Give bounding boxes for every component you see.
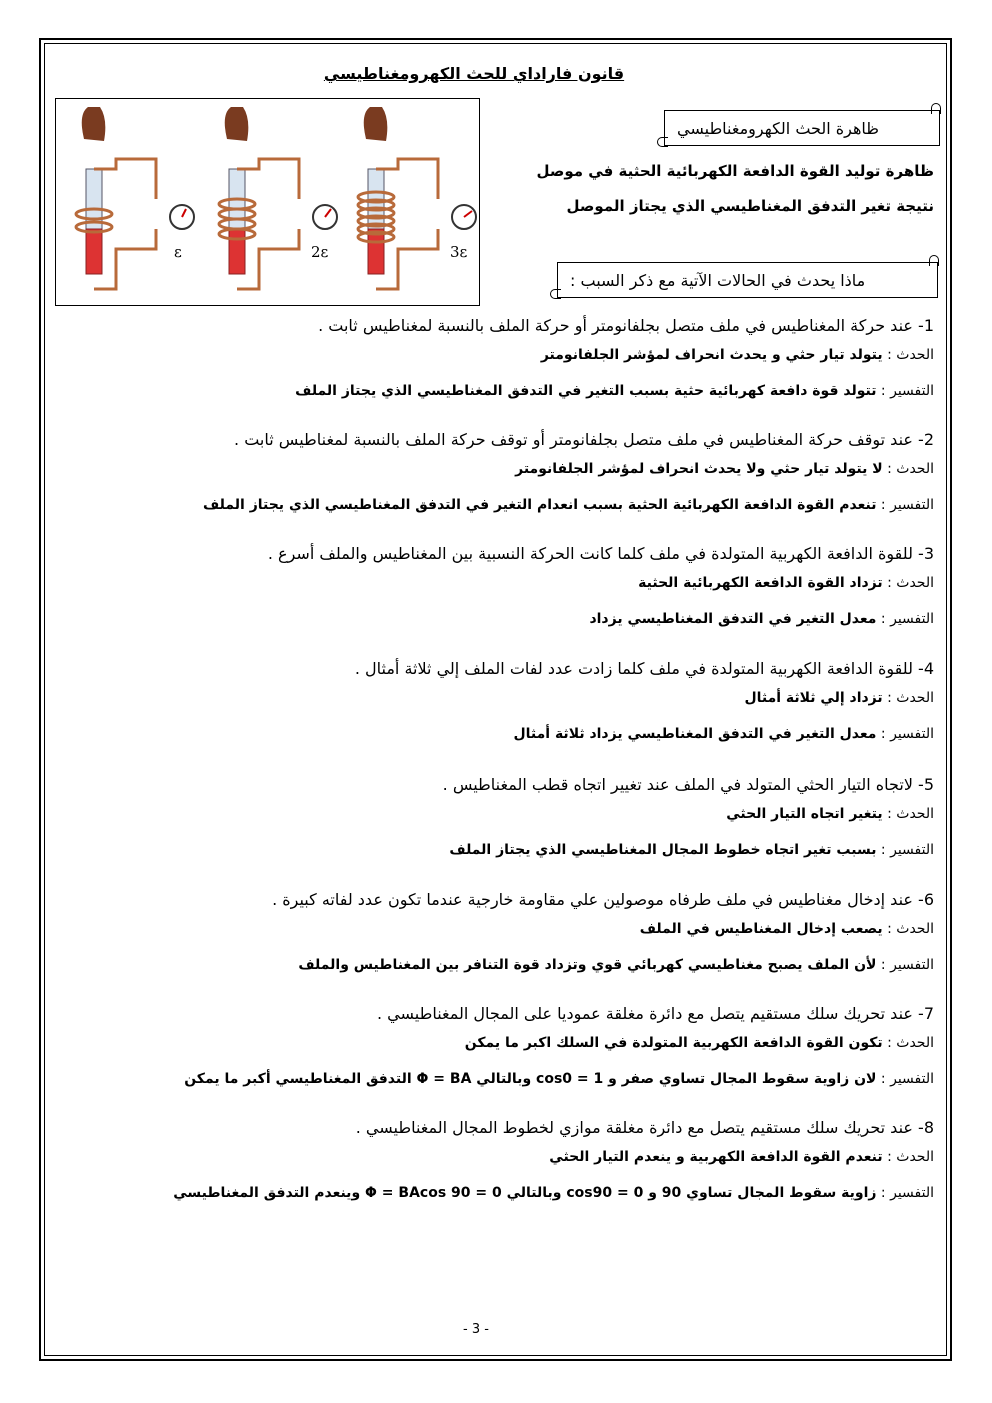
item-event	[54, 1149, 934, 1165]
event-label: الحدث :	[887, 461, 934, 477]
explanation-text: لان زاوية سقوط المجال تساوي صفر و cos0 = 1 وبالتالي Φ = BA التدفق المغناطيسي أكبر ما يمكن	[184, 1071, 877, 1087]
panel-single-coil	[76, 107, 194, 289]
event-label: الحدث :	[887, 1035, 934, 1051]
item-explanation	[54, 957, 934, 973]
event-text: تكون القوة الدافعة الكهربية المتولدة في السلك اكبر ما يمكن	[464, 1035, 883, 1051]
item-event	[54, 575, 934, 591]
magnet-bottom	[368, 229, 384, 274]
magnet-bottom	[229, 229, 245, 274]
panel-triple-coil	[358, 107, 476, 289]
event-label: الحدث :	[887, 1149, 934, 1165]
event-text: يتولد تيار حثي و يحدث انحراف لمؤشر الجلفانومتر	[540, 347, 883, 363]
explanation-text: تنعدم القوة الدافعة الكهربائية الحثية بسبب انعدام التغير في التدفق المغناطيسي الذي يجتاز الملف	[202, 497, 877, 513]
section-heading-scroll	[664, 110, 940, 146]
emf-label-2: 2ε	[311, 243, 329, 261]
item-question: 3- للقوة الدافعة الكهربية المتولدة في ملف كلما كانت الحركة النسبية بين المغناطيس والملف أسرع .	[267, 544, 934, 563]
magnet-bottom	[86, 229, 102, 274]
item-question: 6- عند إدخال مغناطيس في ملف طرفاه موصولين علي مقاومة خارجية عندما تكون عدد لفاته كبيرة .	[272, 890, 934, 909]
explanation-text: معدل التغير في التدفق المغناطيسي يزداد	[589, 611, 877, 627]
item-event	[54, 1035, 934, 1051]
explanation-label: التفسير :	[880, 957, 934, 973]
explanation-label: التفسير :	[880, 611, 934, 627]
item-explanation	[54, 842, 934, 858]
definition-line-1: ظاهرة توليد القوة الدافعة الكهربائية الحثية في موصل	[536, 162, 934, 180]
emf-label-1: ε	[174, 243, 182, 261]
explanation-text: بسبب تغير اتجاه خطوط المجال المغناطيسي الذي يجتاز الملف	[449, 842, 877, 858]
explanation-label: التفسير :	[880, 1071, 934, 1087]
explanation-label: التفسير :	[880, 383, 934, 399]
event-label: الحدث :	[887, 347, 934, 363]
explanation-label: التفسير :	[880, 842, 934, 858]
item-explanation	[54, 383, 934, 399]
event-label: الحدث :	[887, 806, 934, 822]
event-label: الحدث :	[887, 575, 934, 591]
event-text: تزداد إلي ثلاثة أمثال	[744, 690, 883, 706]
explanation-text: معدل التغير في التدفق المغناطيسي يزداد ثلاثة أمثال	[513, 726, 877, 742]
item-explanation	[54, 1185, 934, 1201]
question-heading: ماذا يحدث في الحالات الآتية مع ذكر السبب :	[570, 270, 866, 290]
event-text: تزداد القوة الدافعة الكهربائية الحثية	[638, 575, 883, 591]
event-text: يصعب إدخال المغناطيس في الملف	[639, 921, 883, 937]
section-heading: ظاهرة الحث الكهرومغناطيسي	[677, 118, 880, 138]
hand-icon	[225, 107, 249, 141]
page-title: قانون فاراداي للحث الكهرومغناطيسي	[323, 64, 625, 83]
item-explanation	[54, 497, 934, 513]
item-event	[54, 806, 934, 822]
hand-icon	[364, 107, 388, 141]
item-question: 2- عند توقف حركة المغناطيس في ملف متصل بجلفانومتر أو توقف حركة الملف بالنسبة لمغناطيس ثابت .	[234, 430, 934, 449]
item-event	[54, 921, 934, 937]
explanation-text: تتولد قوة دافعة كهربائية حثية بسبب التغير في التدفق المغناطيسي الذي يجتاز الملف	[295, 383, 877, 399]
item-question: 5- لاتجاه التيار الحثي المتولد في الملف عند تغيير اتجاه قطب المغناطيس .	[442, 775, 934, 794]
item-question: 1- عند حركة المغناطيس في ملف متصل بجلفانومتر أو حركة الملف بالنسبة لمغناطيس ثابت .	[318, 316, 934, 335]
item-event	[54, 690, 934, 706]
coils-illustration	[56, 99, 479, 305]
coils-figure	[55, 98, 480, 306]
event-text: تنعدم القوة الدافعة الكهربية و ينعدم التيار الحثي	[549, 1149, 883, 1165]
item-question: 7- عند تحريك سلك مستقيم يتصل مع دائرة مغلقة عموديا على المجال المغناطيسي .	[376, 1004, 934, 1023]
item-question: 4- للقوة الدافعة الكهربية المتولدة في ملف كلما زادت عدد لفات الملف إلي ثلاثة أمثال .	[354, 659, 934, 678]
item-explanation	[54, 726, 934, 742]
explanation-text: زاوية سقوط المجال تساوي 90 و cos90 = 0 وبالتالي Φ = BAcos 90 = 0 وينعدم التدفق المغناطيسي	[173, 1185, 877, 1201]
explanation-label: التفسير :	[880, 1185, 934, 1201]
explanation-label: التفسير :	[880, 497, 934, 513]
event-label: الحدث :	[887, 921, 934, 937]
explanation-text: لأن الملف يصبح مغناطيسي كهربائي قوي وتزداد قوة التنافر بين المغناطيس والملف	[298, 957, 877, 973]
hand-icon	[82, 107, 106, 141]
explanation-label: التفسير :	[880, 726, 934, 742]
item-event	[54, 347, 934, 363]
definition-line-2: نتيجة تغير التدفق المغناطيسي الذي يجتاز الموصل	[566, 197, 934, 215]
question-heading-scroll	[557, 262, 938, 298]
emf-label-3: 3ε	[450, 243, 468, 261]
event-text: لا يتولد تيار حثي ولا يحدث انحراف لمؤشر الجلفانومتر	[515, 461, 883, 477]
page-number: - 3 -	[463, 1322, 489, 1337]
item-explanation	[54, 611, 934, 627]
event-label: الحدث :	[887, 690, 934, 706]
item-explanation	[54, 1071, 934, 1087]
panel-double-coil	[219, 107, 337, 289]
event-text: يتغير اتجاه التيار الحثي	[726, 806, 883, 822]
item-event	[54, 461, 934, 477]
item-question: 8- عند تحريك سلك مستقيم يتصل مع دائرة مغلقة موازي لخطوط المجال المغناطيسي .	[355, 1118, 934, 1137]
